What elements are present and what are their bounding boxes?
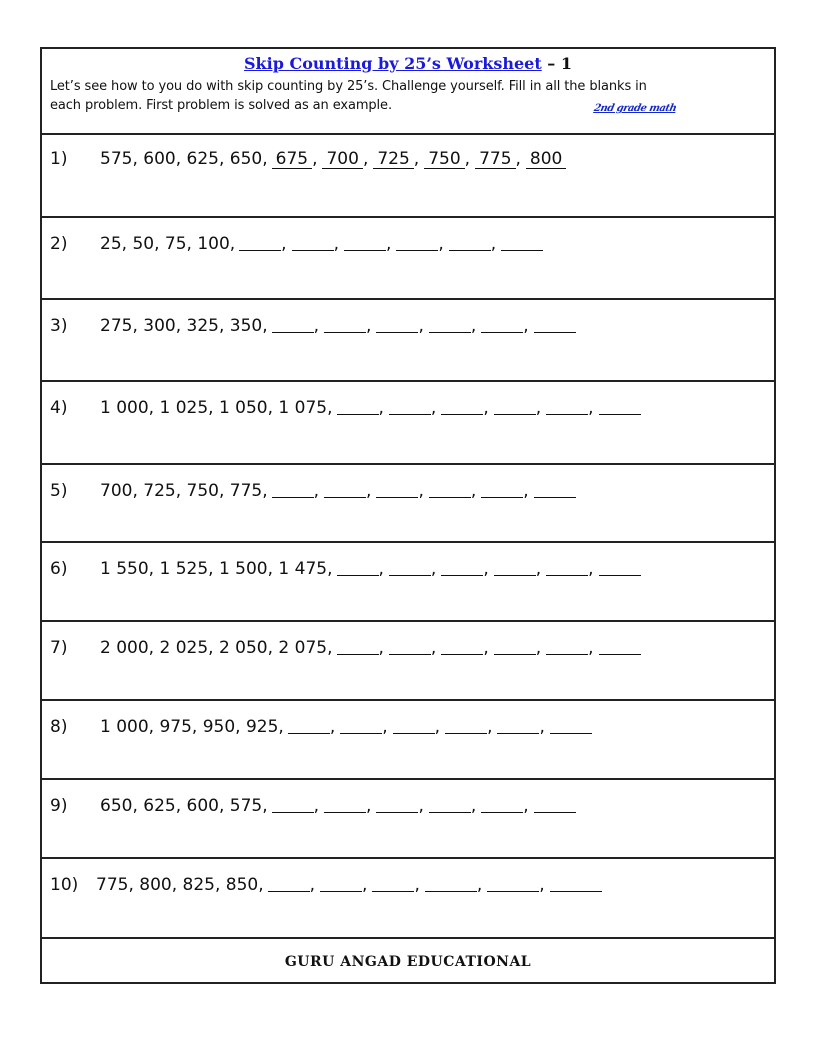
answer-blank[interactable]: [494, 638, 536, 655]
problem-content: [50, 396, 641, 418]
comma-separator: ,: [366, 796, 372, 816]
comma-separator: ,: [470, 481, 477, 501]
problem-row: [42, 622, 774, 701]
footer: GURU ANGAD EDUCATIONAL: [284, 953, 532, 970]
given-sequence: 275, 300, 325, 350,: [100, 316, 268, 336]
answer-value: 775: [475, 150, 515, 169]
answer-blank[interactable]: [546, 398, 588, 415]
worksheet-header: [42, 49, 774, 135]
title-link[interactable]: Skip Counting by 25’s Worksheet: [244, 54, 542, 73]
signature-mark: 2nd grade math: [592, 103, 678, 114]
comma-separator: ,: [418, 796, 424, 816]
comma-separator: ,: [313, 481, 320, 501]
answer-blank[interactable]: [376, 481, 418, 498]
answer-blank[interactable]: [344, 234, 386, 251]
problem-content: [50, 314, 576, 336]
answer-blank[interactable]: [272, 316, 314, 333]
given-sequence: 700, 725, 750, 775,: [100, 481, 268, 501]
answer-blank[interactable]: [599, 638, 641, 655]
problem-content: [50, 557, 641, 579]
problem-content: [50, 232, 543, 254]
problem-row: [42, 382, 774, 465]
problem-number: 3): [50, 316, 68, 336]
given-sequence: 1 550, 1 525, 1 500, 1 475,: [100, 559, 333, 579]
answer-blank[interactable]: [272, 796, 314, 813]
problem-number: 10): [50, 875, 79, 895]
answer-blank[interactable]: [372, 875, 414, 892]
answer-blank[interactable]: [337, 559, 379, 576]
answer-blank[interactable]: [376, 316, 418, 333]
instructions-line-2: each problem. First problem is solved as an example.: [50, 98, 392, 113]
answer-blank[interactable]: [441, 398, 483, 415]
answer-blank[interactable]: [393, 717, 435, 734]
comma-separator: ,: [476, 875, 483, 895]
problem-content: [50, 794, 576, 816]
answer-blank[interactable]: [429, 796, 471, 813]
answer-blank[interactable]: [429, 481, 471, 498]
comma-separator: ,: [385, 234, 392, 254]
comma-separator: ,: [539, 717, 545, 737]
title-number: – 1: [541, 54, 572, 73]
given-sequence: 1 000, 975, 950, 925,: [100, 717, 284, 737]
answer-blank[interactable]: [441, 559, 483, 576]
answer-blank[interactable]: [534, 481, 576, 498]
problem-row: [42, 135, 774, 218]
instructions-line-1: Let’s see how to you do with skip counting by 25’s. Challenge yourself. Fill in all the blanks in: [50, 79, 647, 94]
given-sequence: 775, 800, 825, 850,: [96, 875, 264, 895]
given-sequence: 25, 50, 75, 100,: [100, 234, 236, 254]
answer-blank[interactable]: [501, 234, 543, 251]
comma-separator: ,: [464, 149, 471, 169]
comma-separator: ,: [362, 149, 369, 169]
answer-blank[interactable]: [239, 234, 281, 251]
comma-separator: ,: [523, 481, 529, 501]
answer-blank[interactable]: [481, 796, 523, 813]
comma-separator: ,: [362, 875, 368, 895]
comma-separator: ,: [378, 559, 384, 579]
comma-separator: ,: [366, 481, 372, 501]
comma-separator: ,: [333, 234, 339, 254]
answer-blank[interactable]: [534, 796, 576, 813]
problem-row: [42, 218, 774, 300]
answer-blank[interactable]: [425, 875, 477, 892]
comma-separator: ,: [366, 316, 372, 336]
answer-value: 750: [424, 150, 464, 169]
comma-separator: ,: [313, 316, 320, 336]
comma-separator: ,: [378, 398, 384, 418]
answer-blank[interactable]: [534, 316, 576, 333]
comma-separator: ,: [413, 149, 420, 169]
problem-number: 4): [50, 398, 68, 418]
problem-row: [42, 780, 774, 859]
problem-content: [50, 636, 641, 658]
answer-value: 700: [322, 150, 362, 169]
comma-separator: ,: [535, 638, 542, 658]
comma-separator: ,: [588, 398, 594, 418]
answer-blank[interactable]: [337, 398, 379, 415]
given-sequence: 2 000, 2 025, 2 050, 2 075,: [100, 638, 333, 658]
problem-number: 5): [50, 481, 68, 501]
answer-blank[interactable]: [481, 481, 523, 498]
comma-separator: ,: [281, 234, 287, 254]
comma-separator: ,: [470, 796, 477, 816]
answer-blank[interactable]: [599, 559, 641, 576]
problem-number: 8): [50, 717, 68, 737]
problem-content: [50, 715, 592, 737]
problem-row: [42, 701, 774, 780]
problem-content: [50, 873, 602, 895]
answer-blank[interactable]: [292, 234, 334, 251]
problem-list: [42, 135, 774, 939]
answer-value: 675: [272, 150, 312, 169]
answer-blank[interactable]: [389, 559, 431, 576]
comma-separator: ,: [515, 149, 521, 169]
answer-blank[interactable]: [494, 559, 536, 576]
answer-blank[interactable]: [324, 481, 366, 498]
comma-separator: ,: [418, 316, 424, 336]
answer-blank[interactable]: [376, 796, 418, 813]
answer-blank[interactable]: [546, 559, 588, 576]
comma-separator: ,: [535, 559, 542, 579]
problem-row: [42, 543, 774, 622]
comma-separator: ,: [378, 638, 384, 658]
answer-blank[interactable]: [550, 717, 592, 734]
answer-blank[interactable]: [389, 398, 431, 415]
problem-content: [50, 149, 566, 169]
answer-blank[interactable]: [324, 796, 366, 813]
comma-separator: ,: [430, 398, 437, 418]
worksheet: [40, 47, 776, 984]
comma-separator: ,: [588, 559, 594, 579]
comma-separator: ,: [309, 875, 316, 895]
comma-separator: ,: [418, 481, 424, 501]
comma-separator: ,: [588, 638, 594, 658]
comma-separator: ,: [483, 398, 489, 418]
comma-separator: ,: [487, 717, 493, 737]
answer-blank[interactable]: [429, 316, 471, 333]
comma-separator: ,: [313, 796, 320, 816]
answer-blank[interactable]: [445, 717, 487, 734]
answer-blank[interactable]: [389, 638, 431, 655]
comma-separator: ,: [535, 398, 542, 418]
problem-row: [42, 859, 774, 939]
comma-separator: ,: [312, 149, 318, 169]
answer-blank[interactable]: [497, 717, 539, 734]
answer-blank[interactable]: [324, 316, 366, 333]
comma-separator: ,: [470, 316, 477, 336]
comma-separator: ,: [430, 638, 437, 658]
comma-separator: ,: [490, 234, 497, 254]
comma-separator: ,: [438, 234, 444, 254]
comma-separator: ,: [483, 559, 489, 579]
worksheet-title: [50, 53, 766, 75]
answer-blank[interactable]: [272, 481, 314, 498]
answer-blank[interactable]: [550, 875, 602, 892]
given-sequence: 650, 625, 600, 575,: [100, 796, 268, 816]
comma-separator: ,: [414, 875, 420, 895]
comma-separator: ,: [382, 717, 388, 737]
problem-number: 9): [50, 796, 68, 816]
problem-row: [42, 465, 774, 543]
answer-blank[interactable]: [546, 638, 588, 655]
answer-blank[interactable]: [449, 234, 491, 251]
answer-value: 725: [373, 150, 413, 169]
answer-blank[interactable]: [337, 638, 379, 655]
answer-blank[interactable]: [494, 398, 536, 415]
comma-separator: ,: [483, 638, 489, 658]
answer-blank[interactable]: [268, 875, 310, 892]
answer-blank[interactable]: [288, 717, 330, 734]
answer-value: 800: [526, 150, 566, 169]
problem-row: [42, 300, 774, 382]
answer-blank[interactable]: [340, 717, 382, 734]
answer-blank[interactable]: [481, 316, 523, 333]
problem-number: 7): [50, 638, 68, 658]
problem-number: 1): [50, 149, 68, 169]
comma-separator: ,: [329, 717, 336, 737]
comma-separator: ,: [434, 717, 441, 737]
problem-number: 6): [50, 559, 68, 579]
given-sequence: 575, 600, 625, 650,: [100, 149, 268, 169]
comma-separator: ,: [523, 796, 529, 816]
answer-blank[interactable]: [396, 234, 438, 251]
answer-blank[interactable]: [320, 875, 362, 892]
comma-separator: ,: [539, 875, 545, 895]
answer-blank[interactable]: [599, 398, 641, 415]
answer-blank[interactable]: [487, 875, 539, 892]
problem-number: 2): [50, 234, 68, 254]
problem-content: [50, 479, 576, 501]
comma-separator: ,: [430, 559, 437, 579]
comma-separator: ,: [523, 316, 529, 336]
given-sequence: 1 000, 1 025, 1 050, 1 075,: [100, 398, 333, 418]
answer-blank[interactable]: [441, 638, 483, 655]
